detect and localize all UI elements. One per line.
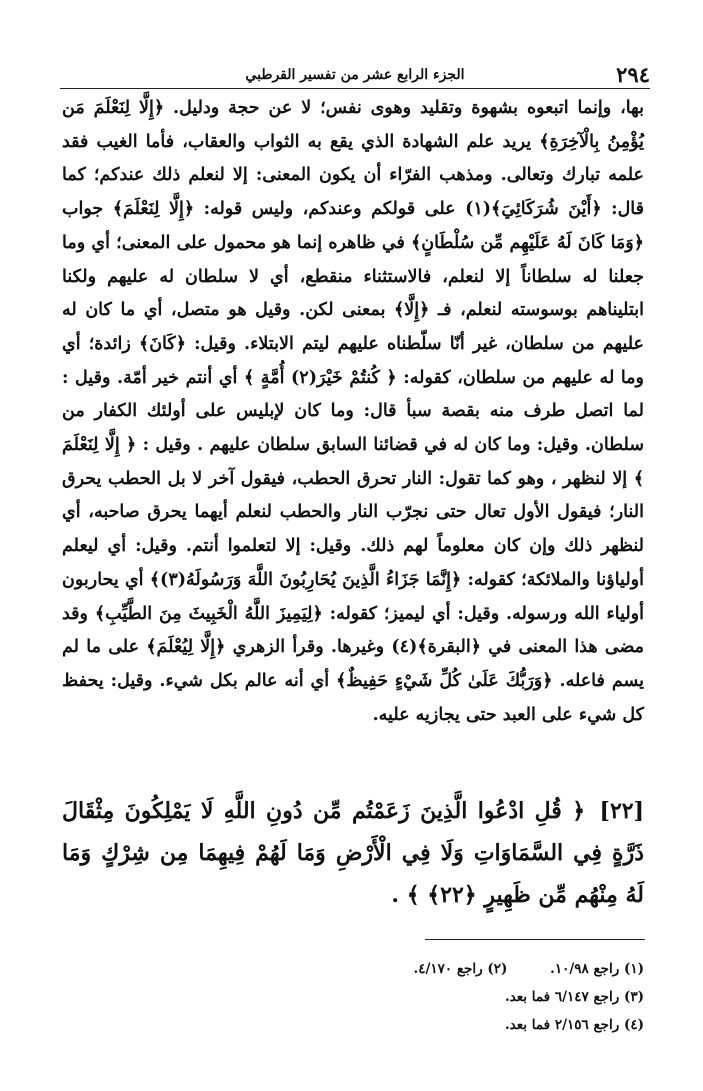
quran-verse-block [62,790,644,916]
footnote-2: (٢) راجع ٤/١٧٠. [413,961,508,977]
commentary-paragraph: بها، وإنما اتبعوه بشهوة وتقليد وهوى نفس؛ لا عن حجة ودليل. ﴿إِلَّا لِنَعْلَمَ مَن يُؤْمِنُ بِالْآخِرَةِ﴾ يريد علم الشهادة الذي يقع به الثواب والعقاب، فأما الغيب فقد علمه تبارك وتعالى. ومذهب الفرّاء أن يكون المعنى: إلا لنعلم ذلك عندكم؛ كما قال: ﴿أَيْنَ شُرَكَائِيَ﴾(١) على قولكم وعندكم، وليس قوله: ﴿إِلَّا لِنَعْلَمَ﴾ جواب ﴿وَمَا كَانَ لَهُ عَلَيْهِم مِّن سُلْطَانٍ﴾ في ظاهره إنما هو محمول على المعنى؛ أي وما جعلنا له سلطاناً إلا لنعلم، فالاستثناء منقطع، أي لا سلطان له عليهم ولكنا ابتليناهم بوسوسته لنعلم، فـ ﴿إِلَّا﴾ بمعنى لكن. وقيل هو متصل، أي ما كان له عليهم من سلطان، غير أنّا سلّطناه عليهم ليتم الابتلاء. وقيل: ﴿كَانَ﴾ زائدة؛ أي وما له عليهم من سلطان، كقوله: ﴿ كُنتُمْ خَيْرَ(٢) أُمَّةٍ ﴾ أي أنتم خير أمّة. وقيل : لما اتصل طرف منه بقصة سبأ قال: وما كان لإبليس على أولئك الكفار من سلطان. وقيل: وما كان له في قضائنا السابق سلطان عليهم . وقيل : ﴿ إِلَّا لِنَعْلَمَ ﴾ إلا لنظهر ، وهو كما تقول: النار تحرق الحطب، فيقول آخر لا بل الحطب يحرق النار؛ فيقول الأول تعال حتى نجرّب النار والحطب لنعلم أيهما يحرق صاحبه، أي لنظهر ذلك وإن كان معلوماً لهم ذلك. وقيل: إلا لتعلموا أنتم. وقيل: أي ليعلم أولياؤنا والملائكة؛ كقوله: ﴿إِنَّمَا جَزَاءُ الَّذِينَ يُحَارِبُونَ اللَّهَ وَرَسُولَهُ(٣)﴾ أي يحاربون أولياء الله ورسوله. وقيل: أي ليميز؛ كقوله: ﴿لِيَمِيزَ اللَّهُ الْخَبِيثَ مِنَ الطَّيِّبِ﴾ وقد مضى هذا المعنى في ﴿البقرة﴾(٤) وغيرها. وقرأ الزهري ﴿إِلَّا لِيُعْلَمَ﴾ على ما لم يسم فاعله. ﴿وَرَبُّكَ عَلَىٰ كُلِّ شَيْءٍ حَفِيظٌ﴾ أي أنه عالم بكل شيء. وقيل: يحفظ كل شيء على العبد حتى يجازيه عليه. [62,98,645,725]
footnote-row [62,955,644,983]
commentary-text [62,92,644,732]
footnote-row [62,1011,644,1039]
footnote-3: (٣) راجع ٦/١٤٧ فما بعد. [504,989,644,1005]
footnote-row [62,983,644,1011]
verse-text: ﴿ قُلِ ادْعُوا الَّذِينَ زَعَمْتُم مِّن دُونِ اللَّهِ لَا يَمْلِكُونَ مِثْقَالَ ذَرَّةٍ فِي السَّمَاوَاتِ وَلَا فِي الْأَرْضِ وَمَا لَهُمْ فِيهِمَا مِن شِرْكٍ وَمَا لَهُ مِنْهُم مِّن ظَهِيرٍ ﴿٢٢﴾ ﴾ . [62,798,644,908]
footnote-1: (١) راجع ١٠/٩٨. [550,961,644,977]
footnote-4: (٤) راجع ٢/١٥٦ فما بعد. [504,1017,644,1033]
page-header [60,62,650,88]
header-rule [60,88,650,89]
footnotes [62,955,644,1039]
verse-number: [٢٢] [599,798,644,824]
footnote-rule [425,939,645,940]
page-number: ٢٩٤ [616,62,650,87]
running-title: الجزء الرابع عشر من تفسير القرطبي [245,67,465,83]
